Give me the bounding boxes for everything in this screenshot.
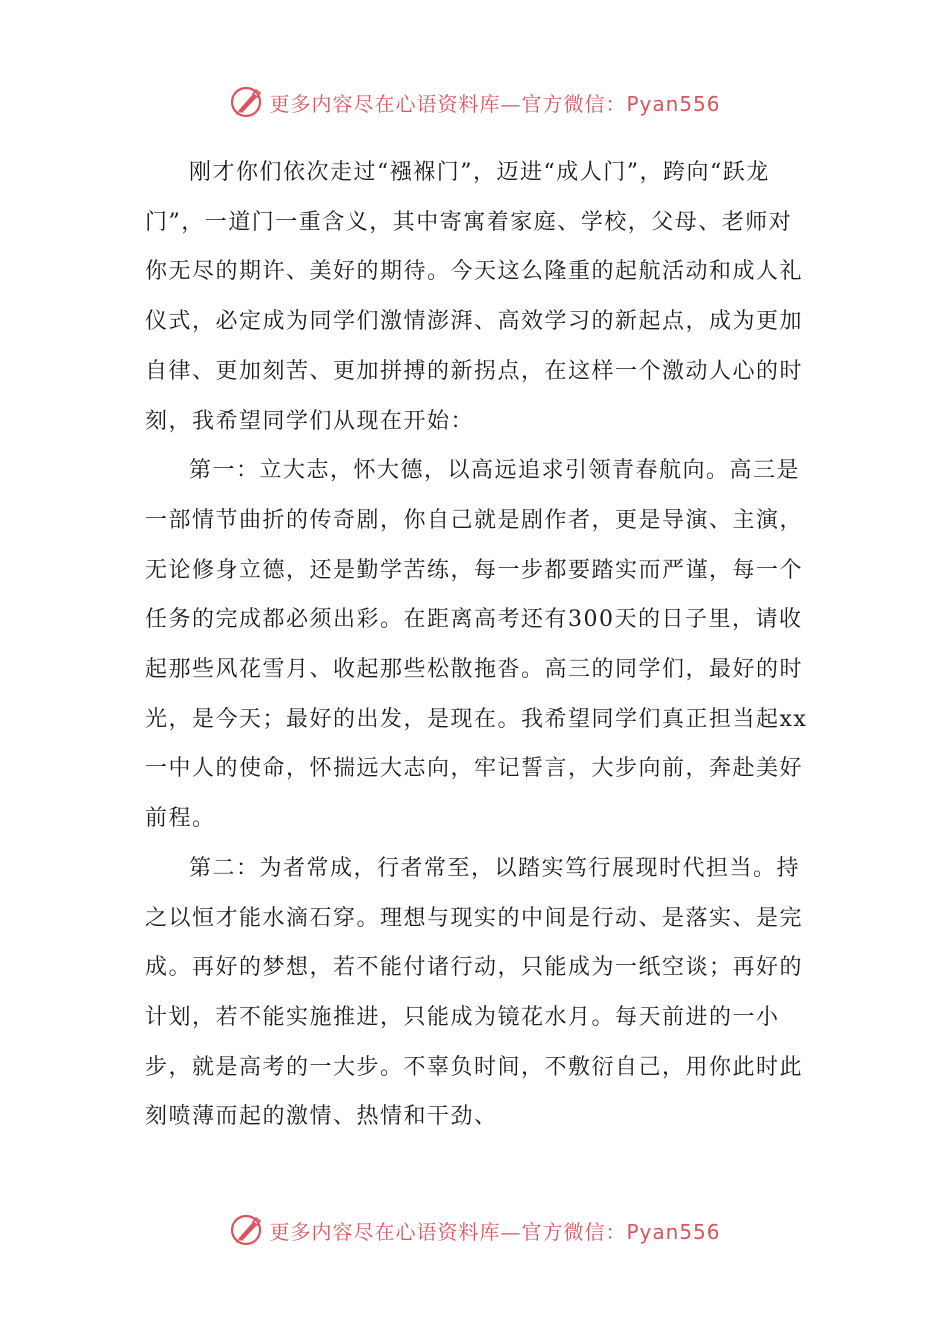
paragraph-intro: 刚才你们依次走过“襁褓门”，迈进“成人门”，跨向“跃龙门”，一道门一重含义，其中寄寓着家庭、学校，父母、老师对你无尽的期许、美好的期待。今天这么隆重的起航活动和成人礼仪式，必定成为同学们激情澎湃、高效学习的新起点，成为更加自律、更加刻苦、更加拼搏的新拐点，在这样一个激动人心的时刻，我希望同学们从现在开始：	[145, 160, 804, 434]
document-body	[145, 148, 815, 1142]
watermark-text	[269, 88, 720, 117]
watermark-brand: Pyan556	[626, 1219, 721, 1244]
paragraph-second: 第二：为者常成，行者常至，以踏实笃行展现时代担当。持之以恒才能水滴石穿。理想与现实的中间是行动、是落实、是完成。再好的梦想，若不能付诸行动，只能成为一纸空谈；再好的计划，若不能实施推进，只能成为镜花水月。每天前进的一小步，就是高考的一大步。不辜负时间，不敷衍自己，用你此时此刻喷薄而起的激情、热情和干劲、	[145, 855, 804, 1130]
pen-logo-icon	[229, 84, 265, 120]
watermark-label: 更多内容尽在心语资料库—官方微信：	[269, 1219, 627, 1244]
watermark-brand: Pyan556	[626, 91, 721, 116]
watermark-banner-top	[0, 80, 950, 124]
watermark-text	[269, 1216, 720, 1245]
paragraph-first: 第一：立大志，怀大德，以高远追求引领青春航向。高三是一部情节曲折的传奇剧，你自己就是剧作者，更是导演、主演，无论修身立德，还是勤学苦练，每一步都要踏实而严谨，每一个任务的完成都必须出彩。在距离高考还有300天的日子里，请收起那些风花雪月、收起那些松散拖沓。高三的同学们，最好的时光，是今天；最好的出发，是现在。我希望同学们真正担当起xx一中人的使命，怀揣远大志向，牢记誓言，大步向前，奔赴美好前程。	[145, 458, 808, 832]
watermark-label: 更多内容尽在心语资料库—官方微信：	[269, 91, 627, 116]
pen-logo-icon	[229, 1212, 265, 1248]
watermark-banner-bottom	[0, 1208, 950, 1252]
